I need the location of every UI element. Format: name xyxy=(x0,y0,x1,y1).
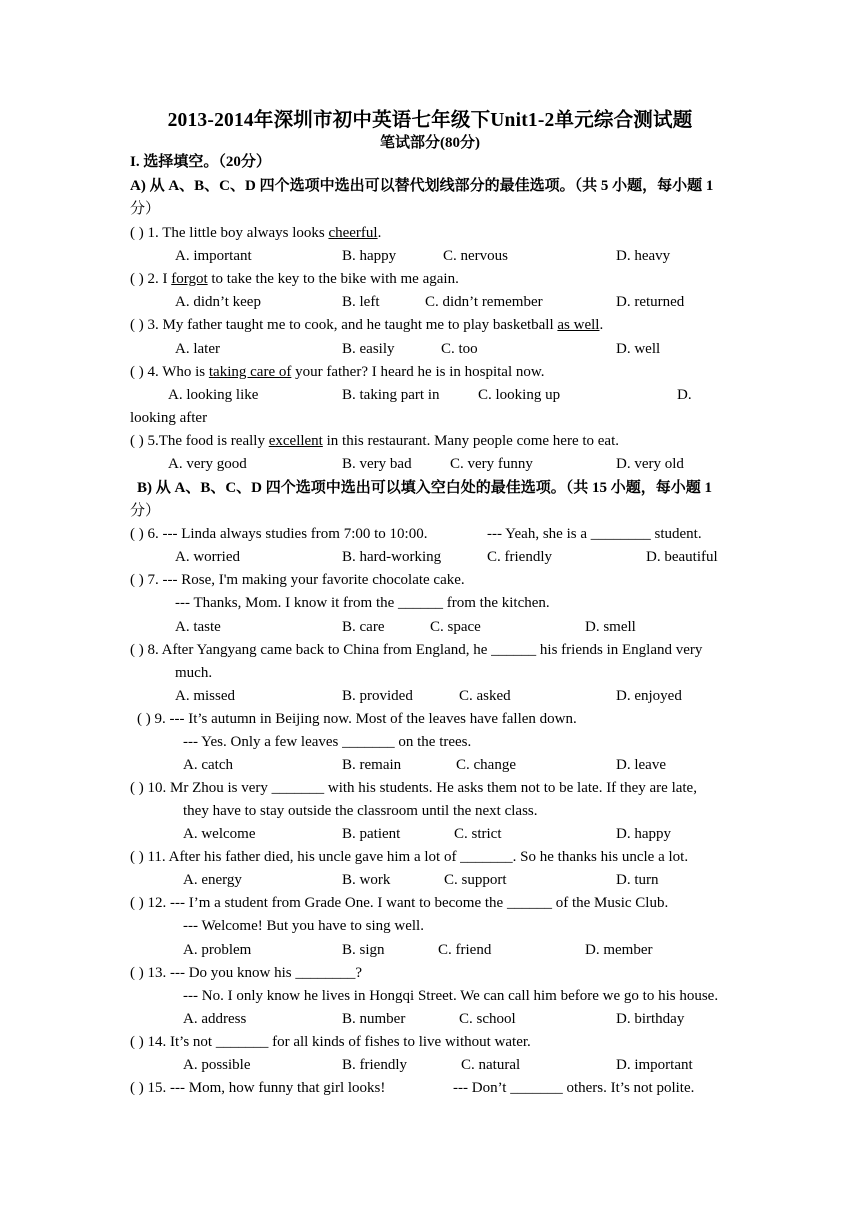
option-d-cont: looking after xyxy=(130,410,208,426)
option-d: D. leave xyxy=(616,757,666,773)
question-text-end: . xyxy=(377,225,382,241)
option-c: C. asked xyxy=(459,688,511,704)
option-c: C. friendly xyxy=(487,549,552,565)
part-a-instruction: A) 从 A、B、C、D 四个选项中选出可以替代划线部分的最佳选项。（共 5 小题，每小题 1 xyxy=(130,178,714,194)
section-heading: I. 选择填空。（20分） xyxy=(130,154,271,170)
option-a: A. welcome xyxy=(183,826,256,842)
question-13-response: --- No. I only know he lives in Hongqi Street. We can call him before we go to his house. xyxy=(183,988,719,1004)
underlined-word: taking care of xyxy=(208,364,292,380)
option-b: B. patient xyxy=(342,826,401,842)
option-d: D. birthday xyxy=(616,1011,685,1027)
part-b-instruction: B) 从 A、B、C、D 四个选项中选出可以填入空白处的最佳选项。（共 15 小题，每小题 1 xyxy=(137,480,713,496)
option-b: B. work xyxy=(342,872,391,888)
option-d: D. smell xyxy=(585,619,636,635)
question-12: ( ) 12. --- I’m a student from Grade One. I want to become the ______ of the Music Club. xyxy=(130,895,669,911)
question-13: ( ) 13. --- Do you know his ________? xyxy=(130,965,363,981)
option-d: D. enjoyed xyxy=(616,688,682,704)
option-b: B. number xyxy=(342,1011,406,1027)
option-b: B. easily xyxy=(342,341,395,357)
question-text: ( ) 4. Who is xyxy=(130,364,209,380)
option-b: B. left xyxy=(342,294,380,310)
question-text: ( ) 3. My father taught me to cook, and he taught me to play basketball xyxy=(130,317,558,333)
question-text-end: to take the key to the bike with me again. xyxy=(207,271,459,287)
question-2 xyxy=(130,269,459,289)
question-10-cont: they have to stay outside the classroom until the next class. xyxy=(183,803,538,819)
question-text: ( ) 1. The little boy always looks xyxy=(130,225,329,241)
option-c: C. nervous xyxy=(443,248,508,264)
question-text: ( ) 2. I xyxy=(130,271,172,287)
question-text: ( ) 5.The food is really xyxy=(130,433,269,449)
option-d: D. returned xyxy=(616,294,685,310)
option-a: A. catch xyxy=(183,757,233,773)
question-9: ( ) 9. --- It’s autumn in Beijing now. Most of the leaves have fallen down. xyxy=(137,711,577,727)
option-c: C. didn’t remember xyxy=(425,294,543,310)
option-a: A. later xyxy=(175,341,220,357)
page-title: 2013-2014年深圳市初中英语七年级下Unit1-2单元综合测试题 xyxy=(167,110,693,131)
option-c: C. space xyxy=(430,619,481,635)
option-d: D. xyxy=(677,387,692,403)
question-14: ( ) 14. It’s not _______ for all kinds of fishes to live without water. xyxy=(130,1034,531,1050)
part-a-instruction-cont: 分） xyxy=(130,201,161,217)
question-text-end: your father? I heard he is in hospital now. xyxy=(291,364,545,380)
option-d: D. member xyxy=(585,942,653,958)
question-9-response: --- Yes. Only a few leaves _______ on the trees. xyxy=(183,734,472,750)
question-7: ( ) 7. --- Rose, I'm making your favorite chocolate cake. xyxy=(130,572,465,588)
option-d: D. turn xyxy=(616,872,659,888)
option-c: C. too xyxy=(441,341,478,357)
option-c: C. friend xyxy=(438,942,492,958)
option-a: A. address xyxy=(183,1011,247,1027)
question-10: ( ) 10. Mr Zhou is very _______ with his students. He asks them not to be late. If they are late, xyxy=(130,780,697,796)
question-6-response: --- Yeah, she is a ________ student. xyxy=(487,526,702,542)
question-15-response: --- Don’t _______ others. It’s not polite. xyxy=(453,1080,695,1096)
option-c: C. change xyxy=(456,757,516,773)
option-b: B. friendly xyxy=(342,1057,407,1073)
option-b: B. taking part in xyxy=(342,387,440,403)
option-b: B. care xyxy=(342,619,385,635)
question-8: ( ) 8. After Yangyang came back to China from England, he ______ his friends in England very xyxy=(130,642,703,658)
option-c: C. very funny xyxy=(450,456,533,472)
question-3 xyxy=(130,315,603,335)
option-b: B. sign xyxy=(342,942,385,958)
option-c: C. support xyxy=(444,872,507,888)
option-a: A. possible xyxy=(183,1057,251,1073)
option-a: A. energy xyxy=(183,872,242,888)
question-8-cont: much. xyxy=(175,665,213,681)
option-c: C. natural xyxy=(461,1057,521,1073)
option-a: A. very good xyxy=(168,456,247,472)
option-d: D. heavy xyxy=(616,248,671,264)
option-d: D. happy xyxy=(616,826,671,842)
option-a: A. important xyxy=(175,248,252,264)
option-b: B. remain xyxy=(342,757,402,773)
option-a: A. worried xyxy=(175,549,240,565)
option-a: A. looking like xyxy=(168,387,259,403)
underlined-word: cheerful xyxy=(328,225,378,241)
underlined-word: forgot xyxy=(171,271,208,287)
underlined-word: excellent xyxy=(268,433,323,449)
part-b-instruction-cont: 分） xyxy=(130,503,161,519)
option-b: B. hard-working xyxy=(342,549,442,565)
option-a: A. taste xyxy=(175,619,221,635)
underlined-word: as well xyxy=(557,317,600,333)
option-b: B. very bad xyxy=(342,456,412,472)
question-15: ( ) 15. --- Mom, how funny that girl looks! xyxy=(130,1080,386,1096)
option-b: B. happy xyxy=(342,248,397,264)
option-c: C. strict xyxy=(454,826,502,842)
question-5 xyxy=(130,431,619,451)
question-text-end: . xyxy=(599,317,604,333)
option-d: D. well xyxy=(616,341,661,357)
option-b: B. provided xyxy=(342,688,413,704)
page-subtitle: 笔试部分(80分) xyxy=(380,135,480,151)
option-d: D. very old xyxy=(616,456,684,472)
question-1 xyxy=(130,223,381,243)
option-c: C. school xyxy=(459,1011,516,1027)
question-text-end: in this restaurant. Many people come here to eat. xyxy=(322,433,620,449)
option-a: A. missed xyxy=(175,688,235,704)
question-7-response: --- Thanks, Mom. I know it from the ______ from the kitchen. xyxy=(175,595,550,611)
option-c: C. looking up xyxy=(478,387,561,403)
question-6: ( ) 6. --- Linda always studies from 7:00 to 10:00. xyxy=(130,526,428,542)
option-d: D. important xyxy=(616,1057,693,1073)
question-12-response: --- Welcome! But you have to sing well. xyxy=(183,918,424,934)
option-d: D. beautiful xyxy=(646,549,718,565)
question-11: ( ) 11. After his father died, his uncle gave him a lot of _______. So he thanks his uncle a lot. xyxy=(130,849,689,865)
question-4 xyxy=(130,362,544,382)
option-a: A. problem xyxy=(183,942,252,958)
option-a: A. didn’t keep xyxy=(175,294,261,310)
